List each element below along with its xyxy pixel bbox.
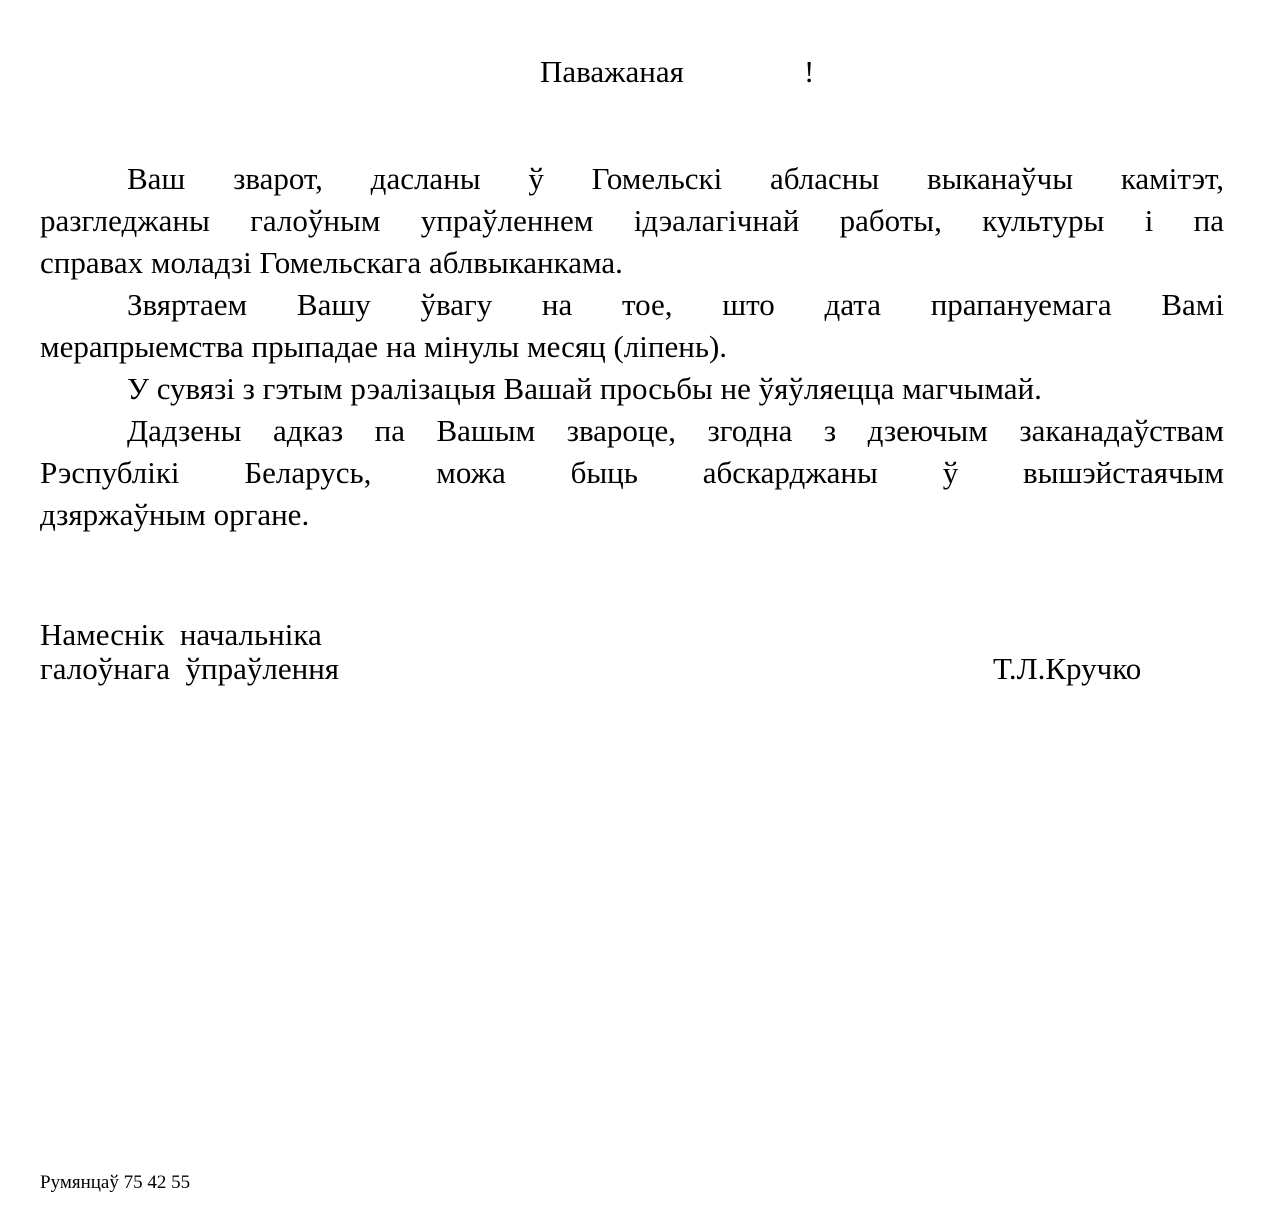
paragraph [40, 158, 1224, 284]
paragraph [40, 368, 1224, 410]
paragraph-line: дзяржаўным органе. [40, 497, 310, 532]
greeting-exclamation: ! [804, 54, 815, 89]
paragraph-line: Звяртаем Вашу ўвагу на тое, што дата прапануемага Вамі [127, 287, 1224, 322]
greeting-text: Паважаная [540, 54, 684, 89]
signature-position-line1: Намеснік начальніка [40, 617, 322, 652]
paragraph [40, 284, 1224, 368]
greeting [540, 54, 815, 90]
paragraph-line: разгледжаны галоўным упраўленнем ідэалагічнай работы, культуры і па [40, 203, 1224, 238]
signature-name: Т.Л.Кручко [993, 651, 1142, 686]
executor-contact: Румянцаў 75 42 55 [40, 1172, 191, 1193]
paragraph-line: мерапрыемства прыпадае на мінулы месяц (ліпень). [40, 329, 728, 364]
paragraph-line: Рэспублікі Беларусь, можа быць абскарджаны ў вышэйстаячым [40, 455, 1224, 490]
letter-body [40, 158, 1224, 536]
paragraph-line: Ваш зварот, дасланы ў Гомельскі абласны выканаўчы камітэт, [127, 161, 1224, 196]
paragraph [40, 410, 1224, 536]
paragraph-line: У сувязі з гэтым рэалізацыя Вашай просьбы не ўяўляецца магчымай. [127, 371, 1042, 406]
signature-position-line2: галоўнага ўпраўлення [40, 651, 340, 686]
signature-position [40, 618, 339, 686]
paragraph-line: Дадзены адказ па Вашым звароце, згодна з дзеючым заканадаўствам [127, 413, 1224, 448]
paragraph-line: справах моладзі Гомельскага аблвыканкама. [40, 245, 623, 280]
